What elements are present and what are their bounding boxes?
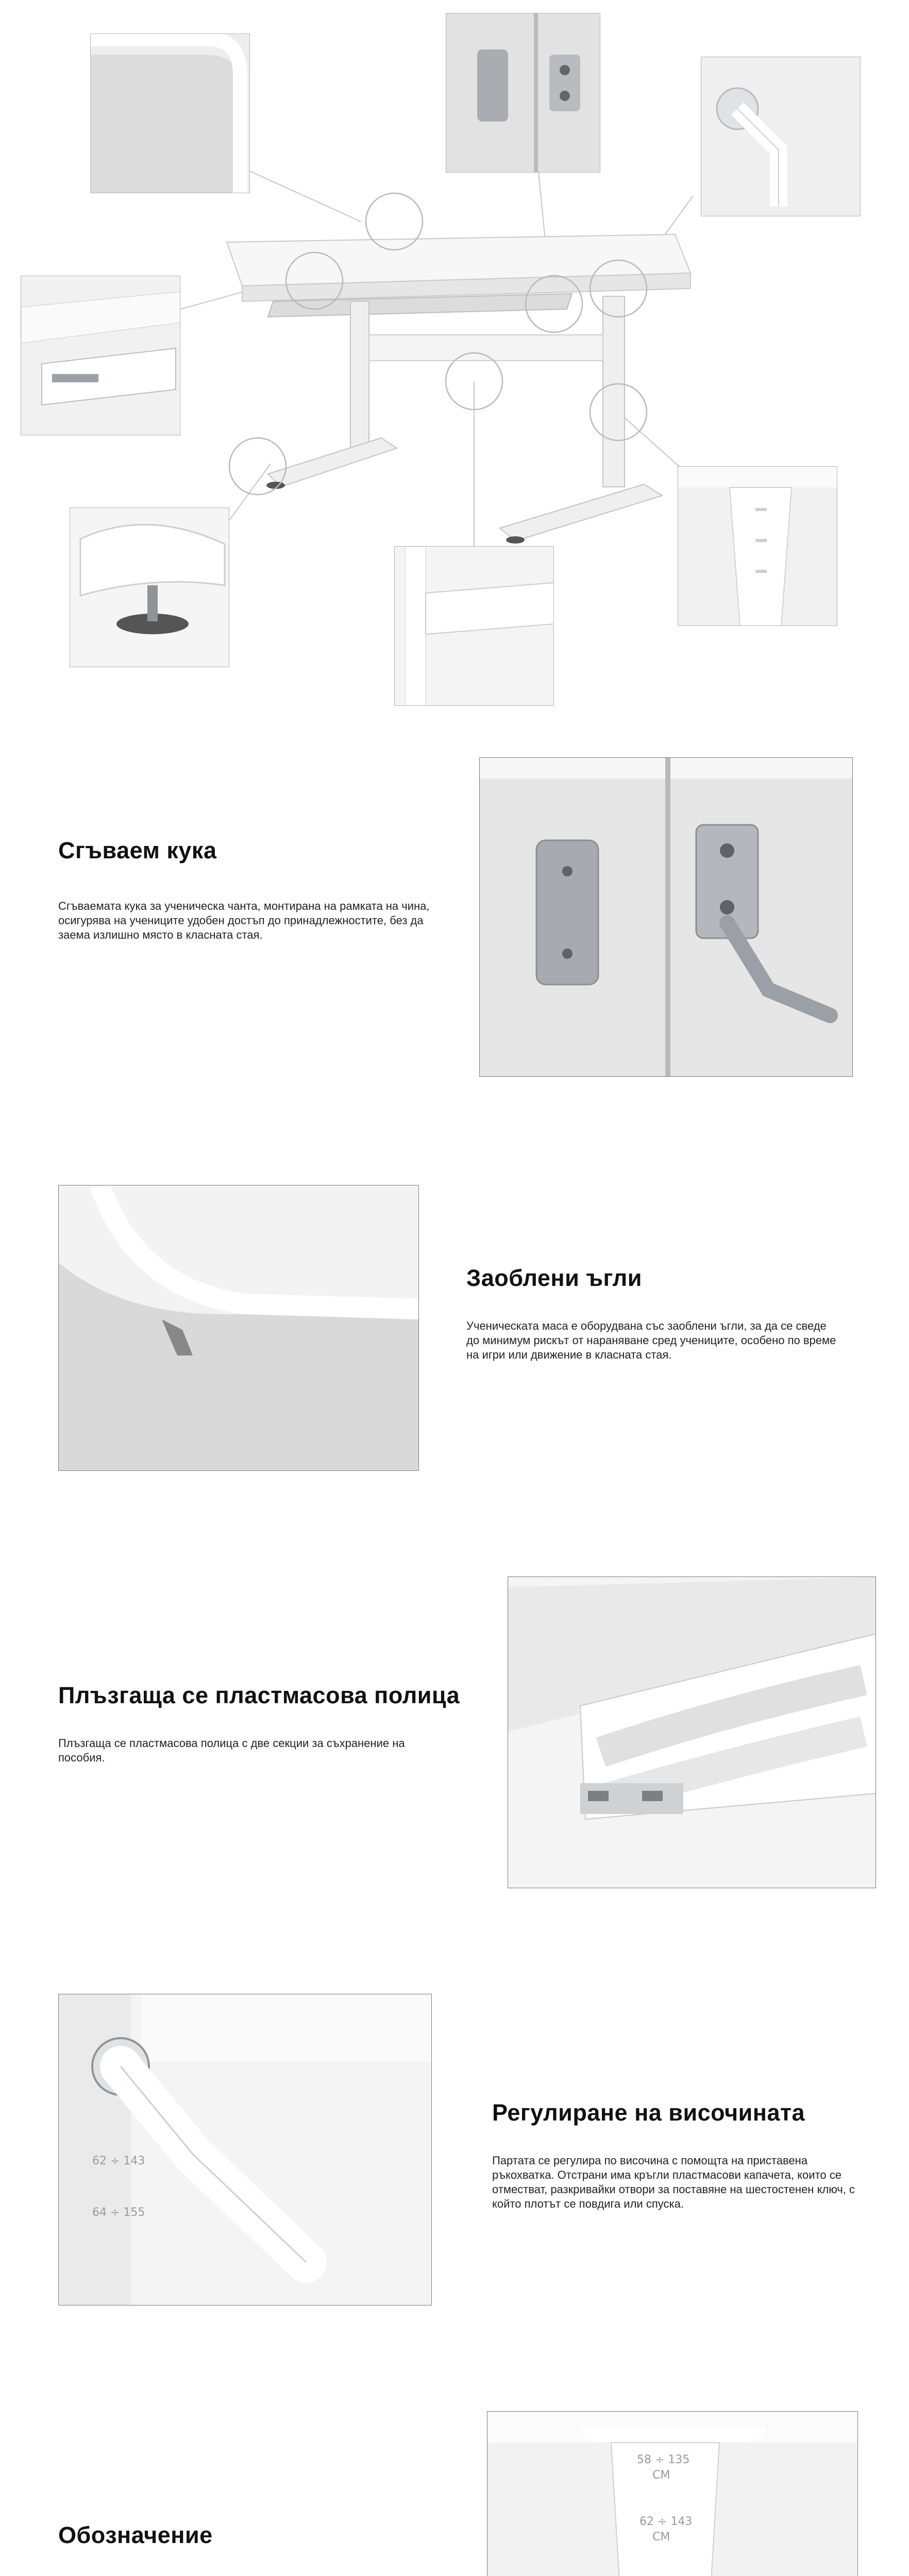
rounded-corner-icon xyxy=(59,1185,419,1471)
image-crank-handle xyxy=(58,1994,432,2306)
section-title-sliding-shelf: Плъзгаща се пластмасова полица xyxy=(58,1682,460,1708)
scale-label-2: 62 ÷ 143 xyxy=(639,2515,693,2528)
scale-label-1: 58 ÷ 135 xyxy=(637,2453,690,2466)
hero-thumb-foot xyxy=(70,507,229,667)
section-text-hook: Сгъваемата кука за ученическа чанта, монтирана на рамката на чина, осигурява на учениците удобен достъп до принадлежностите, без да заема излишно място в класната стая. xyxy=(58,900,430,941)
image-sliding-shelf xyxy=(508,1577,876,1888)
sliding-shelf-icon xyxy=(508,1577,876,1888)
scale-unit-1: СМ xyxy=(652,2469,670,2482)
scale-unit-2: СМ xyxy=(652,2531,670,2544)
hero-thumb-corner xyxy=(90,33,250,193)
hero-thumb-scale xyxy=(678,466,837,626)
hero-overview xyxy=(0,0,909,721)
crank-handle-icon xyxy=(59,1994,432,2306)
image-rounded-corner xyxy=(58,1185,419,1471)
section-text-rounded-corners: Ученическата маса е оборудвана със заоблени ъгли, за да се сведе до минимум рискът от нараняване сред учениците, особено по време на игри или движение в класната стая. xyxy=(466,1319,836,1361)
section-title-hook: Сгъваем кука xyxy=(58,837,217,863)
svg-text:62 ÷ 143: 62 ÷ 143 xyxy=(92,2155,145,2167)
folding-hook-icon xyxy=(480,758,853,1077)
section-title-rounded-corners: Заоблени ъгли xyxy=(466,1265,642,1291)
image-folding-hook xyxy=(479,757,853,1077)
section-title-marking: Обозначение xyxy=(58,2522,213,2548)
hero-thumb-sliding-shelf xyxy=(21,276,180,435)
hero-thumb-hook xyxy=(446,13,600,173)
image-height-scale xyxy=(487,2411,858,2576)
section-text-height-adjustment: Партата се регулира по височина с помощта на приставена ръкохватка. Отстрани има кръгли пластмасови капачета, които се отместват, разкривайки отвори за поставяне на шестостенен ключ, с който плотът се повдига или спуска. xyxy=(492,2154,855,2210)
svg-text:64 ÷ 155: 64 ÷ 155 xyxy=(92,2206,145,2219)
hero-thumb-crank xyxy=(701,57,861,216)
hero-thumb-shelf-beam xyxy=(394,546,554,706)
section-text-sliding-shelf: Плъзгаща се пластмасова полица с две секции за съхранение на пособия. xyxy=(58,1737,405,1764)
section-title-height-adjustment: Регулиране на височината xyxy=(492,2099,805,2126)
height-scale-icon xyxy=(487,2412,858,2576)
